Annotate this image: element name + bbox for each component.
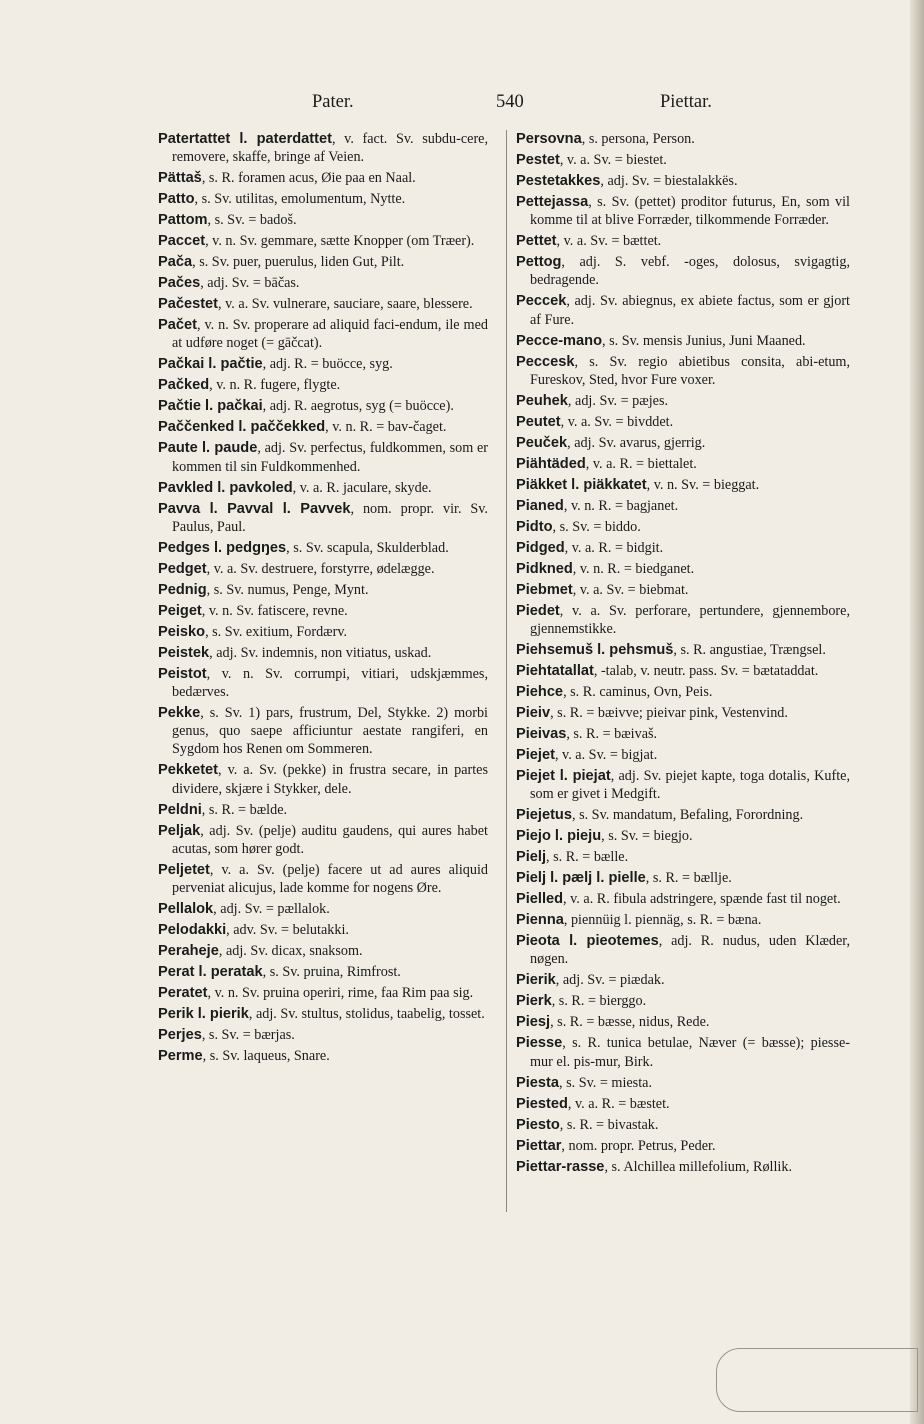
- dictionary-entry: Pednig, s. Sv. numus, Penge, Mynt.: [158, 581, 369, 598]
- headword: Peccesk: [516, 353, 575, 370]
- headword: Piettar: [516, 1137, 562, 1154]
- dictionary-entry: Piebmet, v. a. Sv. = biebmat.: [516, 581, 689, 598]
- dictionary-entry: Piehsemuš l. pehsmuš, s. R. angustiae, Trængsel.: [516, 642, 826, 659]
- headword: Patto: [158, 191, 195, 208]
- headword: Pekketet: [158, 762, 219, 779]
- library-stamp-outline: [716, 1348, 918, 1412]
- dictionary-entry: Piesto, s. R. = bivastak.: [516, 1116, 659, 1133]
- running-header: [0, 92, 924, 122]
- page-number: 540: [496, 92, 524, 112]
- headword: Pestetakkes: [516, 173, 601, 189]
- dictionary-entry: Paute l. paude, adj. Sv. perfectus, fuldkommen, som er kommen til sin Fuldkommenhed.: [158, 440, 489, 475]
- headword: Pielj: [516, 849, 547, 866]
- dictionary-entry: Pielj, s. R. = bælle.: [516, 849, 629, 866]
- dictionary-entry: Paccet, v. n. Sv. gemmare, sætte Knopper (om Træer).: [158, 233, 475, 250]
- dictionary-entry: Pättaš, s. R. foramen acus, Øie paa en Naal.: [158, 170, 416, 187]
- headword: Pättaš: [158, 170, 202, 187]
- headword: Pačtie l. pačkai: [158, 398, 263, 415]
- dictionary-entry: Peljak, adj. Sv. (pelje) auditu gaudens, qui aures habet acutas, som hører godt.: [158, 822, 488, 857]
- headword: Pidkned: [516, 560, 573, 577]
- headword: Peratet: [158, 985, 208, 1002]
- dictionary-entry: Pačtie l. pačkai, adj. R. aegrotus, syg (= buöcce).: [158, 398, 454, 415]
- dictionary-entry: Peistot, v. n. Sv. corrumpi, vitiari, udskjæmmes, bedærves.: [158, 665, 488, 701]
- dictionary-entry: Pidged, v. a. R. = bidgit.: [516, 539, 664, 556]
- dictionary-entry: Pieivas, s. R. = bæivaš.: [516, 726, 658, 743]
- dictionary-entry: Pačkai l. pačtie, adj. R. = buöcce, syg.: [158, 356, 393, 373]
- headword: Piettar-rasse: [516, 1158, 605, 1175]
- headword: Piesj: [516, 1014, 551, 1031]
- dictionary-entry: Piäkket l. piäkkatet, v. n. Sv. = bieggat.: [516, 476, 760, 493]
- headword: Peccek: [516, 293, 567, 310]
- headword: Piejet: [516, 747, 555, 764]
- dictionary-entry: Piejetus, s. Sv. mandatum, Befaling, Forordning.: [516, 807, 804, 824]
- headword: Piehsemuš l. pehsmuš: [516, 642, 674, 659]
- headword: Peljetet: [158, 861, 210, 878]
- headword: Peistot: [158, 665, 207, 682]
- headword: Pierik: [516, 972, 556, 989]
- dictionary-entry: Pidkned, v. n. R. = biedganet.: [516, 560, 695, 577]
- header-left-guideword: Pater.: [312, 92, 354, 112]
- dictionary-entry: Perat l. peratak, s. Sv. pruina, Rimfrost.: [158, 964, 401, 981]
- dictionary-entry: Pidto, s. Sv. = biddo.: [516, 518, 641, 535]
- dictionary-entry: Perme, s. Sv. laqueus, Snare.: [158, 1048, 330, 1065]
- dictionary-entry: Persovna, s. persona, Person.: [516, 131, 695, 147]
- dictionary-entry: Piettar-rasse, s. Alchillea millefolium, Røllik.: [516, 1158, 793, 1175]
- dictionary-entry: Pavkled l. pavkoled, v. a. R. jaculare, skyde.: [158, 479, 432, 496]
- headword: Pedges l. pedgŋes: [158, 539, 287, 556]
- dictionary-entry: Pellalok, adj. Sv. = pællalok.: [158, 901, 330, 918]
- headword: Pierk: [516, 993, 552, 1010]
- dictionary-entry: Peljetet, v. a. Sv. (pelje) facere ut ad aures aliquid perveniat alicujus, lade komme for nogens Øre.: [158, 861, 488, 897]
- headword: Perme: [158, 1048, 203, 1065]
- headword: Piejetus: [516, 807, 572, 824]
- headword: Peistek: [158, 644, 210, 661]
- dictionary-entry: Pielj l. pælj l. pielle, s. R. = bællje.: [516, 870, 732, 887]
- dictionary-entry: Pedges l. pedgŋes, s. Sv. scapula, Skulderblad.: [158, 539, 449, 556]
- dictionary-entry: Piettar, nom. propr. Petrus, Peder.: [516, 1137, 716, 1154]
- dictionary-entry: Piähtäded, v. a. R. = biettalet.: [516, 455, 697, 472]
- right-column: [516, 130, 850, 1179]
- dictionary-entry: Pedget, v. a. Sv. destruere, forstyrre, ødelægge.: [158, 560, 435, 577]
- headword: Piehce: [516, 684, 564, 701]
- headword: Piesse: [516, 1035, 563, 1052]
- dictionary-entry: Piested, v. a. R. = bæstet.: [516, 1095, 670, 1112]
- dictionary-entry: Peuhek, adj. Sv. = pæjes.: [516, 392, 669, 409]
- headword: Pellalok: [158, 901, 214, 918]
- dictionary-entry: Pačet, v. n. Sv. properare ad aliquid faci-endum, ile med at udføre noget (= gāčcat).: [158, 317, 488, 352]
- dictionary-entry: Peisko, s. Sv. exitium, Fordærv.: [158, 623, 348, 640]
- dictionary-entry: Piedet, v. a. Sv. perforare, pertundere, gjennembore, gjennemstikke.: [516, 602, 850, 638]
- headword: Pieota l. pieotemes: [516, 933, 659, 950]
- dictionary-entry: Peuček, adj. Sv. avarus, gjerrig.: [516, 434, 706, 451]
- dictionary-entry: Pekke, s. Sv. 1) pars, frustrum, Del, Stykke. 2) morbi genus, quo saepe afficiuntur aestate rangiferi, en Sygdom hos Renen om Sommeren.: [158, 705, 488, 758]
- dictionary-entry: Piesj, s. R. = bæsse, nidus, Rede.: [516, 1014, 710, 1031]
- dictionary-entry: Pačked, v. n. R. fugere, flygte.: [158, 377, 341, 394]
- headword: Pattom: [158, 212, 208, 229]
- dictionary-entry: Pierik, adj. Sv. = piædak.: [516, 972, 665, 989]
- headword: Pelodakki: [158, 922, 227, 939]
- headword: Pača: [158, 254, 193, 271]
- dictionary-entry: Peutet, v. a. Sv. = bivddet.: [516, 413, 674, 430]
- headword: Perjes: [158, 1027, 202, 1044]
- dictionary-entry: Piehce, s. R. caminus, Ovn, Peis.: [516, 684, 713, 701]
- dictionary-entry: Pecce-mano, s. Sv. mensis Junius, Juni Maaned.: [516, 332, 806, 349]
- dictionary-entry: Pačestet, v. a. Sv. vulnerare, sauciare, saare, blessere.: [158, 296, 473, 313]
- left-column: [158, 130, 488, 1068]
- dictionary-entry: Peistek, adj. Sv. indemnis, non vitiatus, uskad.: [158, 644, 432, 661]
- dictionary-entry: Paččenked l. paččekked, v. n. R. = bav-čaget.: [158, 419, 447, 436]
- headword: Peldni: [158, 801, 202, 818]
- headword: Piejet l. piejat: [516, 768, 611, 785]
- dictionary-entry: Pieota l. pieotemes, adj. R. nudus, uden Klæder, nøgen.: [516, 933, 850, 968]
- dictionary-entry: Peratet, v. n. Sv. pruina operiri, rime, faa Rim paa sig.: [158, 985, 474, 1002]
- header-right-guideword: Piettar.: [660, 92, 712, 112]
- dictionary-entry: Pierk, s. R. = bierggo.: [516, 993, 647, 1010]
- headword: Pecce-mano: [516, 332, 602, 349]
- dictionary-entry: Perjes, s. Sv. = bærjas.: [158, 1027, 295, 1044]
- headword: Pavva l. Pavval l. Pavvek: [158, 500, 351, 517]
- dictionary-entry: Pettejassa, s. Sv. (pettet) proditor futurus, En, som vil komme til at blive Forræder, tilkommende Forræder.: [516, 194, 850, 229]
- headword: Pettet: [516, 233, 557, 250]
- headword: Pačestet: [158, 296, 219, 313]
- headword: Pačkai l. pačtie: [158, 356, 263, 373]
- headword: Pedget: [158, 560, 207, 577]
- dictionary-entry: Patertattet l. paterdattet, v. fact. Sv. subdu-cere, removere, skaffe, bringe af Veien.: [158, 131, 489, 166]
- headword: Pekke: [158, 705, 201, 722]
- dictionary-entry: Piesse, s. R. tunica betulae, Næver (= bæsse); piesse-mur el. pis-mur, Birk.: [516, 1035, 850, 1070]
- headword: Pettog: [516, 254, 562, 271]
- headword: Piejo l. pieju: [516, 828, 602, 845]
- headword: Piäkket l. piäkkatet: [516, 476, 647, 493]
- headword: Pačked: [158, 377, 210, 394]
- dictionary-entry: Pianed, v. n. R. = bagjanet.: [516, 497, 679, 514]
- dictionary-entry: Piejet l. piejat, adj. Sv. piejet kapte, toga dotalis, Kufte, som er givet i Medgift.: [516, 768, 850, 803]
- headword: Pianed: [516, 497, 564, 514]
- column-divider: [506, 130, 507, 1212]
- page-edge: [910, 0, 924, 1424]
- dictionary-entry: Pavva l. Pavval l. Pavvek, nom. propr. vir. Sv. Paulus, Paul.: [158, 500, 488, 535]
- dictionary-entry: Pestet, v. a. Sv. = biestet.: [516, 152, 667, 168]
- headword: Perat l. peratak: [158, 964, 263, 981]
- dictionary-entry: Peccek, adj. Sv. abiegnus, ex abiete factus, som er gjort af Fure.: [516, 293, 850, 328]
- dictionary-entry: Peldni, s. R. = bælde.: [158, 801, 288, 818]
- headword: Paute l. paude: [158, 440, 258, 457]
- headword: Piedet: [516, 602, 560, 619]
- headword: Peuček: [516, 434, 568, 451]
- headword: Pienna: [516, 912, 564, 929]
- dictionary-entry: Piesta, s. Sv. = miesta.: [516, 1074, 652, 1091]
- headword: Piested: [516, 1095, 568, 1112]
- dictionary-entry: Piehtatallat, -talab, v. neutr. pass. Sv. = bætataddat.: [516, 663, 819, 680]
- dictionary-entry: Pettet, v. a. Sv. = bættet.: [516, 233, 662, 250]
- dictionary-entry: Peiget, v. n. Sv. fatiscere, revne.: [158, 602, 348, 619]
- headword: Piehtatallat: [516, 663, 594, 680]
- dictionary-entry: Pettog, adj. S. vebf. -oges, dolosus, svigagtig, bedragende.: [516, 254, 850, 289]
- headword: Piesto: [516, 1116, 560, 1133]
- headword: Pielj l. pælj l. pielle: [516, 870, 646, 887]
- headword: Piesta: [516, 1074, 559, 1091]
- headword: Peisko: [158, 623, 206, 640]
- headword: Pavkled l. pavkoled: [158, 479, 293, 496]
- headword: Peutet: [516, 413, 561, 430]
- dictionary-entry: Pielled, v. a. R. fibula adstringere, spænde fast til noget.: [516, 891, 841, 908]
- headword: Pačet: [158, 317, 197, 334]
- dictionary-entry: Piejo l. pieju, s. Sv. = biegjo.: [516, 828, 693, 845]
- dictionary-entry: Pieiv, s. R. = bæivve; pieivar pink, Vestenvind.: [516, 705, 788, 722]
- dictionary-entry: Patto, s. Sv. utilitas, emolumentum, Nytte.: [158, 191, 406, 208]
- headword: Pieivas: [516, 726, 567, 743]
- dictionary-entry: Pekketet, v. a. Sv. (pekke) in frustra secare, in partes dividere, skjære i Stykker, dele.: [158, 762, 488, 797]
- headword: Pidto: [516, 518, 553, 535]
- dictionary-entry: Peccesk, s. Sv. regio abietibus consita, abi-etum, Fureskov, Sted, hvor Fure voxer.: [516, 353, 850, 388]
- headword: Pestet: [516, 152, 560, 168]
- headword: Paccet: [158, 233, 206, 250]
- dictionary-entry: Piejet, v. a. Sv. = bigjat.: [516, 747, 658, 764]
- headword: Peljak: [158, 822, 201, 839]
- headword: Peraheje: [158, 943, 219, 960]
- dictionary-entry: Pačes, adj. Sv. = bāčas.: [158, 275, 300, 292]
- headword: Piähtäded: [516, 455, 586, 472]
- dictionary-entry: Pestetakkes, adj. Sv. = biestalakkës.: [516, 173, 738, 189]
- headword: Pednig: [158, 581, 207, 598]
- headword: Peiget: [158, 602, 202, 619]
- headword: Pidged: [516, 539, 565, 556]
- headword: Pielled: [516, 891, 564, 908]
- dictionary-entry: Pienna, piennüig l. piennäg, s. R. = bæna.: [516, 912, 762, 929]
- dictionary-entry: Peraheje, adj. Sv. dicax, snaksom.: [158, 943, 363, 960]
- headword: Peuhek: [516, 392, 568, 409]
- headword: Pettejassa: [516, 194, 589, 210]
- headword: Pačes: [158, 275, 201, 292]
- dictionary-entry: Pattom, s. Sv. = badoš.: [158, 212, 297, 229]
- dictionary-entry: Perik l. pierik, adj. Sv. stultus, stolidus, taabelig, tosset.: [158, 1006, 485, 1023]
- headword: Perik l. pierik: [158, 1006, 249, 1023]
- headword: Persovna: [516, 131, 582, 147]
- dictionary-entry: Pača, s. Sv. puer, puerulus, liden Gut, Pilt.: [158, 254, 405, 271]
- headword: Piebmet: [516, 581, 573, 598]
- headword: Paččenked l. paččekked: [158, 419, 326, 436]
- headword: Patertattet l. paterdattet: [158, 131, 332, 147]
- dictionary-entry: Pelodakki, adv. Sv. = belutakki.: [158, 922, 349, 939]
- headword: Pieiv: [516, 705, 551, 722]
